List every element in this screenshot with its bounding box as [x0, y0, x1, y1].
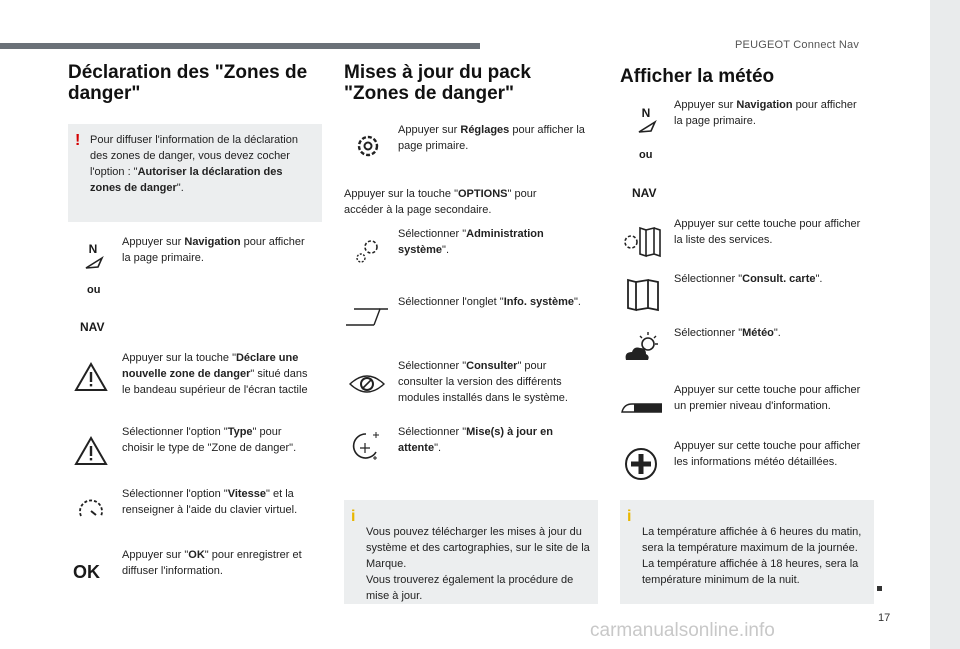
info-note: i La température affichée à 6 heures du matin, sera la température maximum de la journée. La température affichée à 18 heures, sera la température minimum de la nuit. [620, 500, 874, 604]
warning-triangle-icon [74, 436, 108, 466]
page-number: 17 [878, 612, 891, 624]
step-admin: Sélectionner "Administration système". [398, 228, 544, 256]
section-danger-zones [68, 62, 322, 104]
warning-icon: ! [75, 132, 81, 149]
info-tab-icon [344, 305, 388, 329]
section-zone-updates [344, 62, 598, 104]
page-marker [877, 586, 882, 591]
step-map-consult: Sélectionner "Consult. carte". [674, 273, 823, 285]
info-icon: i [351, 508, 356, 525]
step-settings: Appuyer sur Réglages pour afficher la page primaire. [398, 124, 585, 152]
step-type: Sélectionner l'option "Type" pour choisir le type de "Zone de danger". [122, 426, 297, 454]
section-title: Afficher la météo [620, 66, 775, 87]
weather-icon [622, 330, 662, 364]
map-icon [626, 278, 660, 312]
step-detailed: Appuyer sur cette touche pour afficher les informations météo détaillées. [674, 440, 861, 468]
admin-gears-icon [352, 236, 382, 266]
warning-note: ! Pour diffuser l'information de la déclaration des zones de danger, vous devez cocher l'option : "Autoriser la déclaration des zones de danger". [68, 124, 322, 222]
or-label: ou [87, 284, 101, 296]
pending-updates-icon [348, 430, 384, 462]
navigation-icon: N [76, 242, 110, 281]
step-navigation: Appuyer sur Navigation pour afficher la page primaire. [674, 99, 857, 127]
services-icon [622, 226, 662, 258]
step-info-tab: Sélectionner l'onglet "Info. système". [398, 296, 581, 308]
nav-button-label: NAV [632, 186, 657, 200]
step-weather: Sélectionner "Météo". [674, 327, 781, 339]
info-level-icon [620, 398, 662, 414]
plus-circle-icon [623, 446, 659, 482]
step-speed: Sélectionner l'option "Vitesse" et la renseigner à l'aide du clavier virtuel. [122, 488, 298, 516]
navigation-icon: N [629, 106, 663, 145]
ok-icon: OK [73, 562, 100, 582]
settings-gear-icon [353, 131, 383, 161]
step-services: Appuyer sur cette touche pour afficher la liste des services. [674, 218, 861, 246]
section-weather [620, 62, 874, 91]
info-note: i Vous pouvez télécharger les mises à jour du système et des cartographies, sur le site de la Marque. Vous trouverez également la procédure de mise à jour. [344, 500, 598, 604]
section-title: Déclaration des "Zones de danger" [68, 62, 308, 104]
section-title: Mises à jour du pack "Zones de danger" [344, 62, 531, 104]
step-consult: Sélectionner "Consulter" pour consulter la version des différents modules installés dans le système. [398, 360, 568, 404]
nav-button-label: NAV [80, 320, 105, 334]
watermark: carmanualsonline.info [590, 620, 775, 641]
step-navigation: Appuyer sur Navigation pour afficher la page primaire. [122, 236, 305, 264]
step-first-level: Appuyer sur cette touche pour afficher un premier niveau d'information. [674, 384, 861, 412]
consult-icon [348, 370, 386, 398]
info-icon: i [627, 508, 632, 525]
warning-triangle-icon [74, 362, 108, 392]
step-declare-zone: Appuyer sur la touche "Déclare une nouvelle zone de danger" situé dans le bandeau supérieur de l'écran tactile [122, 352, 308, 396]
step-pending-updates: Sélectionner "Mise(s) à jour en attente". [398, 426, 553, 454]
document-title: PEUGEOT Connect Nav [735, 39, 860, 51]
page-edge-strip [930, 0, 960, 649]
speedometer-icon [76, 494, 106, 524]
or-label: ou [639, 149, 653, 161]
header-bar [0, 43, 480, 49]
step-options: Appuyer sur la touche "OPTIONS" pour accéder à la page secondaire. [344, 188, 537, 216]
step-ok: Appuyer sur "OK" pour enregistrer et diffuser l'information. [122, 549, 302, 577]
